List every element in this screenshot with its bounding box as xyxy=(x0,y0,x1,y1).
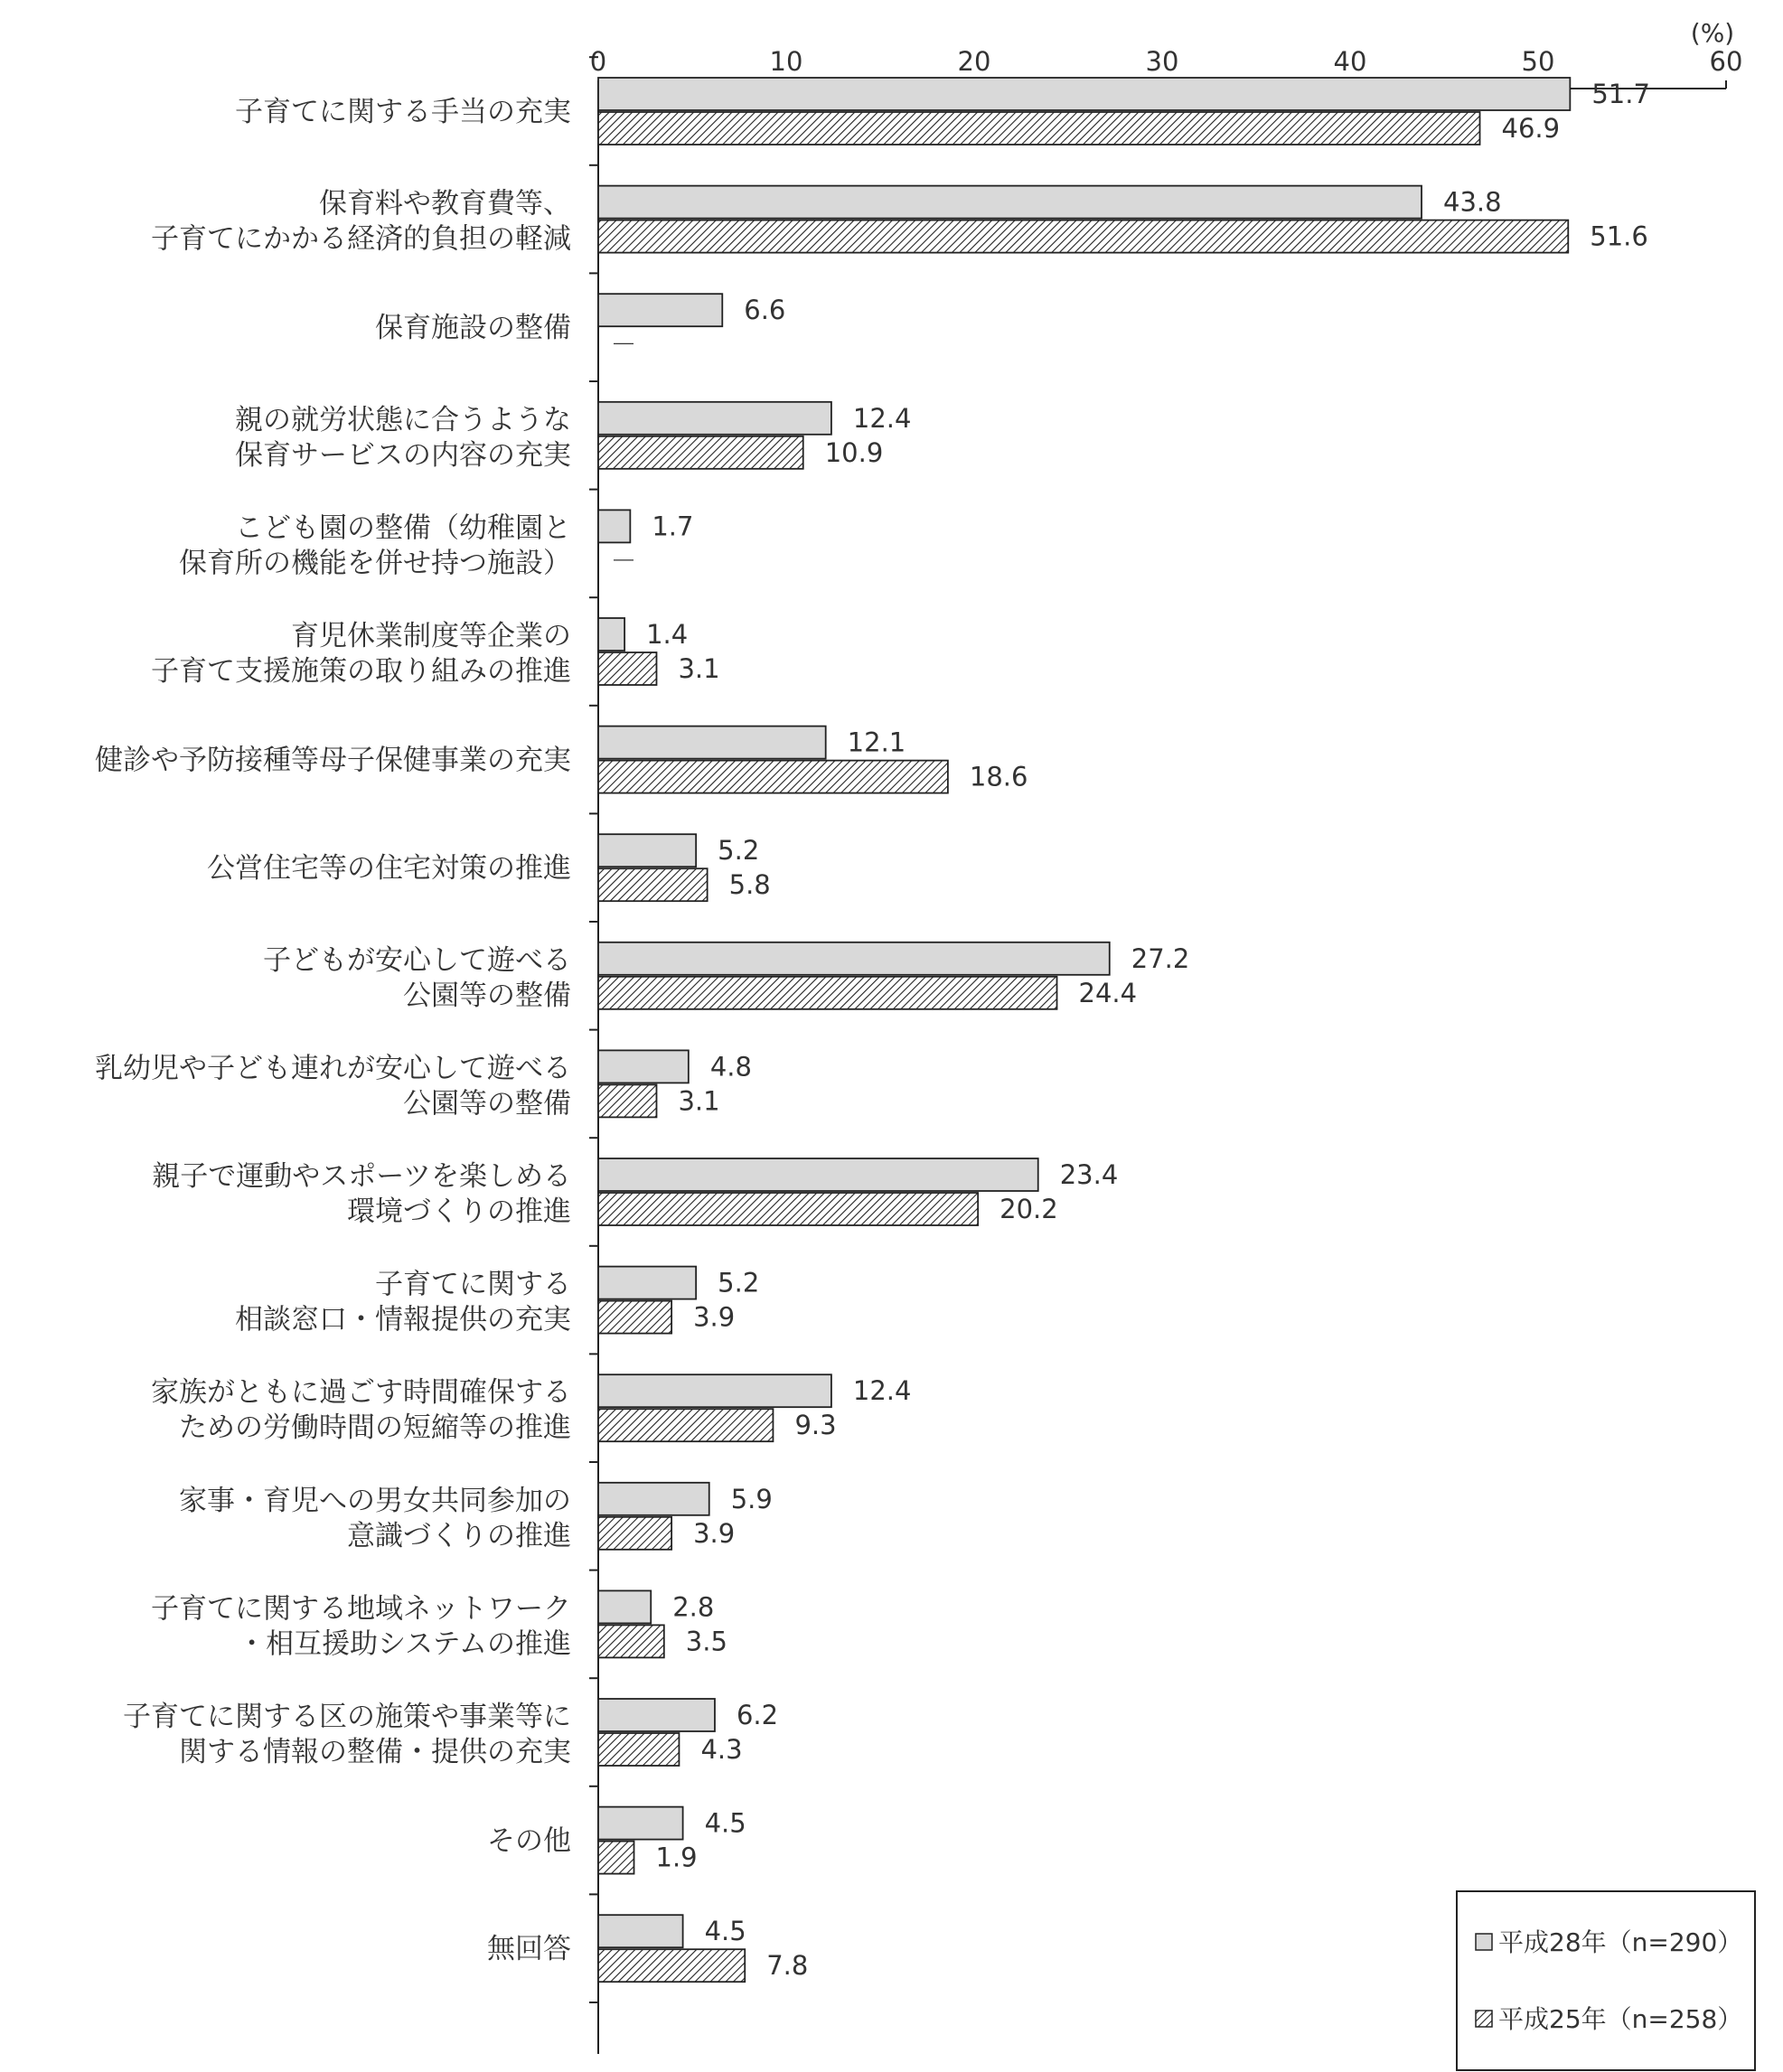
bar-h28 xyxy=(598,942,1110,975)
value-label: 12.4 xyxy=(852,402,912,434)
category-label: 子育てにかかる経済的負担の軽減 xyxy=(151,222,571,256)
value-label: 5.8 xyxy=(728,869,771,901)
bar-h28 xyxy=(598,834,696,867)
value-label: 23.4 xyxy=(1059,1159,1119,1190)
plot-area xyxy=(95,46,1742,2054)
bar-h25 xyxy=(598,1084,656,1117)
value-label: 51.6 xyxy=(1590,220,1648,252)
value-label: 5.2 xyxy=(718,1267,760,1299)
value-label: 5.2 xyxy=(718,835,760,867)
category-label: 保育所の機能を併せ持つ施設） xyxy=(179,547,571,580)
value-label: 6.2 xyxy=(736,1700,779,1730)
category-label: 育児休業制度等企業の xyxy=(291,620,571,652)
bar-h28 xyxy=(598,1374,831,1407)
category-label: 子育てに関する地域ネットワーク xyxy=(151,1592,571,1626)
value-label: 1.7 xyxy=(652,511,694,542)
x-tick-label: 10 xyxy=(769,46,803,77)
bar-h25 xyxy=(598,652,656,685)
value-label: 12.4 xyxy=(852,1375,912,1407)
bar-h28 xyxy=(598,727,826,759)
value-label: 46.9 xyxy=(1501,113,1561,144)
category-label: 健診や予防接種等母子保健事業の充実 xyxy=(95,744,571,777)
legend-swatch-h25 xyxy=(1476,2011,1492,2027)
bar-h25 xyxy=(598,1409,773,1441)
x-tick-label: 50 xyxy=(1521,46,1555,77)
category-label: 公営住宅等の住宅対策の推進 xyxy=(207,852,571,886)
bar-h25 xyxy=(598,1842,634,1874)
value-label: 1.9 xyxy=(655,1842,698,1873)
bar-h28 xyxy=(598,1807,683,1840)
value-label: 1.4 xyxy=(646,619,689,650)
value-label: 12.1 xyxy=(847,727,906,758)
category-label: 親の就労状態に合うような xyxy=(235,403,571,436)
bar-h25 xyxy=(598,761,948,793)
category-label: 相談窓口・情報提供の充実 xyxy=(235,1303,571,1336)
legend-label-h28: 平成28年（n=290） xyxy=(1498,1927,1743,1957)
bar-h28 xyxy=(598,402,831,435)
bar-h25 xyxy=(598,1733,679,1766)
value-label: 3.1 xyxy=(678,653,720,684)
value-label: － xyxy=(610,545,637,577)
category-label: 環境づくりの推進 xyxy=(347,1195,571,1228)
value-label: 4.3 xyxy=(700,1734,743,1765)
value-label: 43.8 xyxy=(1443,186,1502,218)
value-label: 18.6 xyxy=(969,761,1028,792)
bar-h28 xyxy=(598,510,630,542)
category-label: こども園の整備（幼稚園と xyxy=(235,511,571,545)
value-label: 3.1 xyxy=(678,1085,720,1117)
value-label: 20.2 xyxy=(999,1194,1058,1224)
value-label: 9.3 xyxy=(794,1410,837,1441)
bar-h25 xyxy=(598,1949,745,1982)
bar-h28 xyxy=(598,1483,709,1515)
legend xyxy=(1457,1891,1755,2070)
legend-label-h25: 平成25年（n=258） xyxy=(1498,2004,1743,2034)
category-label: 子育て支援施策の取り組みの推進 xyxy=(151,655,571,688)
bar-h28 xyxy=(598,1590,651,1623)
bar-h25 xyxy=(598,112,1480,145)
value-label: 4.8 xyxy=(709,1051,752,1083)
bar-h28 xyxy=(598,1915,683,1947)
value-label: 51.7 xyxy=(1591,79,1650,109)
bar-h28 xyxy=(598,618,624,651)
category-label: 意識づくりの推進 xyxy=(347,1519,571,1552)
category-label: 子育てに関する手当の充実 xyxy=(235,96,571,128)
category-label: 無回答 xyxy=(487,1933,571,1966)
bar-h25 xyxy=(598,1193,978,1225)
category-label: 子どもが安心して遊べる xyxy=(263,943,571,977)
category-label: 乳幼児や子ども連れが安心して遊べる xyxy=(95,1052,571,1085)
x-tick-label: 0 xyxy=(589,46,607,77)
category-label: 関する情報の整備・提供の充実 xyxy=(179,1736,571,1768)
value-label: 7.8 xyxy=(766,1950,809,1982)
bar-h25 xyxy=(598,977,1057,1009)
value-label: 2.8 xyxy=(672,1591,715,1623)
x-tick-label: 30 xyxy=(1145,46,1179,77)
value-label: 24.4 xyxy=(1078,977,1138,1008)
value-label: 3.9 xyxy=(693,1517,736,1549)
bar-h28 xyxy=(598,78,1570,110)
bar-h28 xyxy=(598,1158,1038,1191)
bar-h25 xyxy=(598,1625,664,1657)
legend-box xyxy=(1457,1891,1755,2070)
value-label: 3.9 xyxy=(693,1301,736,1333)
value-label: － xyxy=(610,329,637,361)
unit-label: (%) xyxy=(1690,18,1735,48)
bar-h28 xyxy=(598,186,1422,219)
bar-h25 xyxy=(598,220,1568,253)
category-label: 公園等の整備 xyxy=(403,979,571,1012)
category-label: 家族がともに過ごす時間確保する xyxy=(151,1376,571,1410)
category-label: 家事・育児への男女共同参加の xyxy=(179,1484,571,1517)
legend-swatch-h28 xyxy=(1476,1934,1492,1950)
bar-h25 xyxy=(598,868,708,901)
value-label: 4.5 xyxy=(704,1807,746,1839)
category-label: 子育てに関する xyxy=(375,1268,571,1301)
bar-h25 xyxy=(598,436,803,469)
category-label: 公園等の整備 xyxy=(403,1087,571,1120)
category-label: 保育施設の整備 xyxy=(375,312,571,345)
category-label: 子育てに関する区の施策や事業等に xyxy=(123,1701,571,1733)
bar-h28 xyxy=(598,1050,689,1083)
bar-h25 xyxy=(598,1517,671,1550)
x-tick-label: 60 xyxy=(1709,46,1743,77)
value-label: 10.9 xyxy=(824,436,884,468)
category-label: 保育料や教育費等、 xyxy=(319,187,571,220)
bar-h28 xyxy=(598,294,722,326)
category-label: その他 xyxy=(487,1824,571,1858)
category-label: ための労働時間の短縮等の推進 xyxy=(179,1411,571,1445)
value-label: 27.2 xyxy=(1131,942,1190,974)
bar-h28 xyxy=(598,1267,696,1299)
value-label: 5.9 xyxy=(730,1483,773,1514)
value-label: 6.6 xyxy=(744,295,786,326)
value-label: 4.5 xyxy=(704,1916,746,1947)
bar-h25 xyxy=(598,1301,671,1334)
bar-h28 xyxy=(598,1699,715,1731)
x-tick-label: 40 xyxy=(1333,46,1367,77)
category-label: 保育サービスの内容の充実 xyxy=(235,438,571,472)
x-tick-label: 20 xyxy=(957,46,991,77)
category-label: ・相互援助システムの推進 xyxy=(238,1627,571,1661)
value-label: 3.5 xyxy=(685,1626,727,1657)
category-label: 親子で運動やスポーツを楽しめる xyxy=(152,1160,571,1193)
